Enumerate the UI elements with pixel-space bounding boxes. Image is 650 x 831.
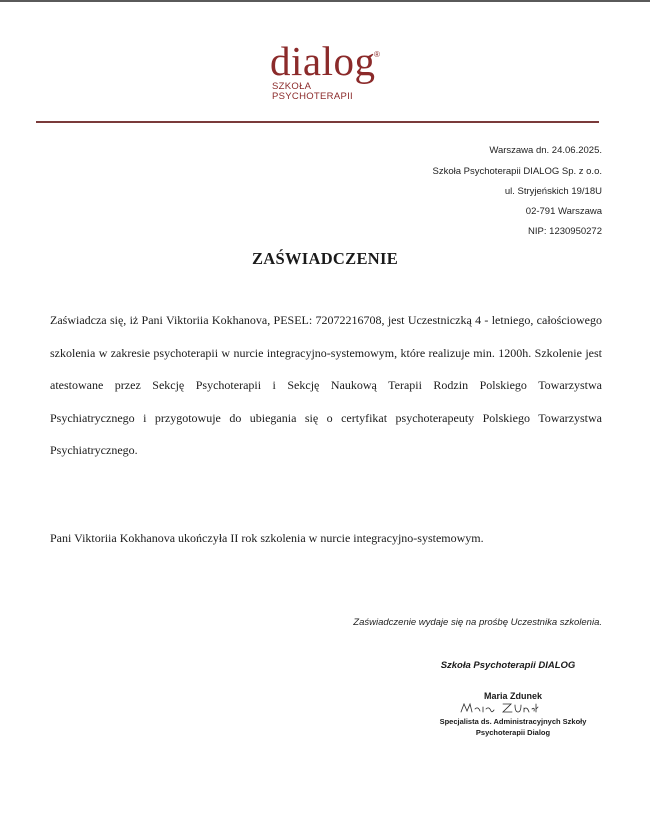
school-name: Szkoła Psychoterapii DIALOG bbox=[440, 660, 576, 671]
signatory-role-line2: Psychoterapii Dialog bbox=[475, 728, 551, 737]
company-street: ul. Stryjeńskich 19/18U bbox=[504, 186, 602, 197]
logo-subtitle-line2: PSYCHOTERAPII bbox=[272, 91, 353, 102]
handwritten-signature bbox=[459, 701, 539, 715]
completion-paragraph: Pani Viktoriia Kokhanova ukończyła II rok szkolenia w nurcie integracyjno-systemowym. bbox=[50, 531, 484, 545]
issuance-note: Zaświadczenie wydaje się na prośbę Uczestnika szkolenia. bbox=[353, 617, 602, 628]
company-nip: NIP: 1230950272 bbox=[528, 226, 602, 237]
top-border bbox=[0, 0, 650, 2]
document-title: ZAŚWIADCZENIE bbox=[251, 249, 399, 268]
issue-date: Warszawa dn. 24.06.2025. bbox=[489, 145, 602, 156]
dialog-logo bbox=[270, 38, 390, 106]
signatory-role-line1: Specjalista ds. Administracyjnych Szkoły bbox=[439, 717, 587, 726]
logo-subtitle-line1: SZKOŁA bbox=[272, 81, 312, 92]
company-name: Szkoła Psychoterapii DIALOG Sp. z o.o. bbox=[432, 166, 602, 177]
logo-wordmark: dialog bbox=[270, 38, 376, 84]
header-rule bbox=[36, 121, 599, 123]
signatory-name: Maria Zdunek bbox=[483, 691, 542, 701]
certificate-paragraph: Zaświadcza się, iż Pani Viktoriia Kokhanova, PESEL: 72072216708, jest Uczestniczką 4 - letniego, całościowego szkolenia w zakresie psychoterapii w nurcie integracyjno-systemowym, które realizuje min. 1200h. Szkolenie jest atestowane przez Sekcję Psychoterapii i Sekcję Naukową Terapii Rodzin Polskiego Towarzystwa Psychiatrycznego i przygotowuje do ubiegania się o certyfikat psychoterapeuty Polskiego Towarzystwa Psychiatrycznego. bbox=[50, 313, 602, 457]
company-postal: 02-791 Warszawa bbox=[525, 206, 602, 217]
logo-registered-mark: ® bbox=[374, 50, 380, 59]
